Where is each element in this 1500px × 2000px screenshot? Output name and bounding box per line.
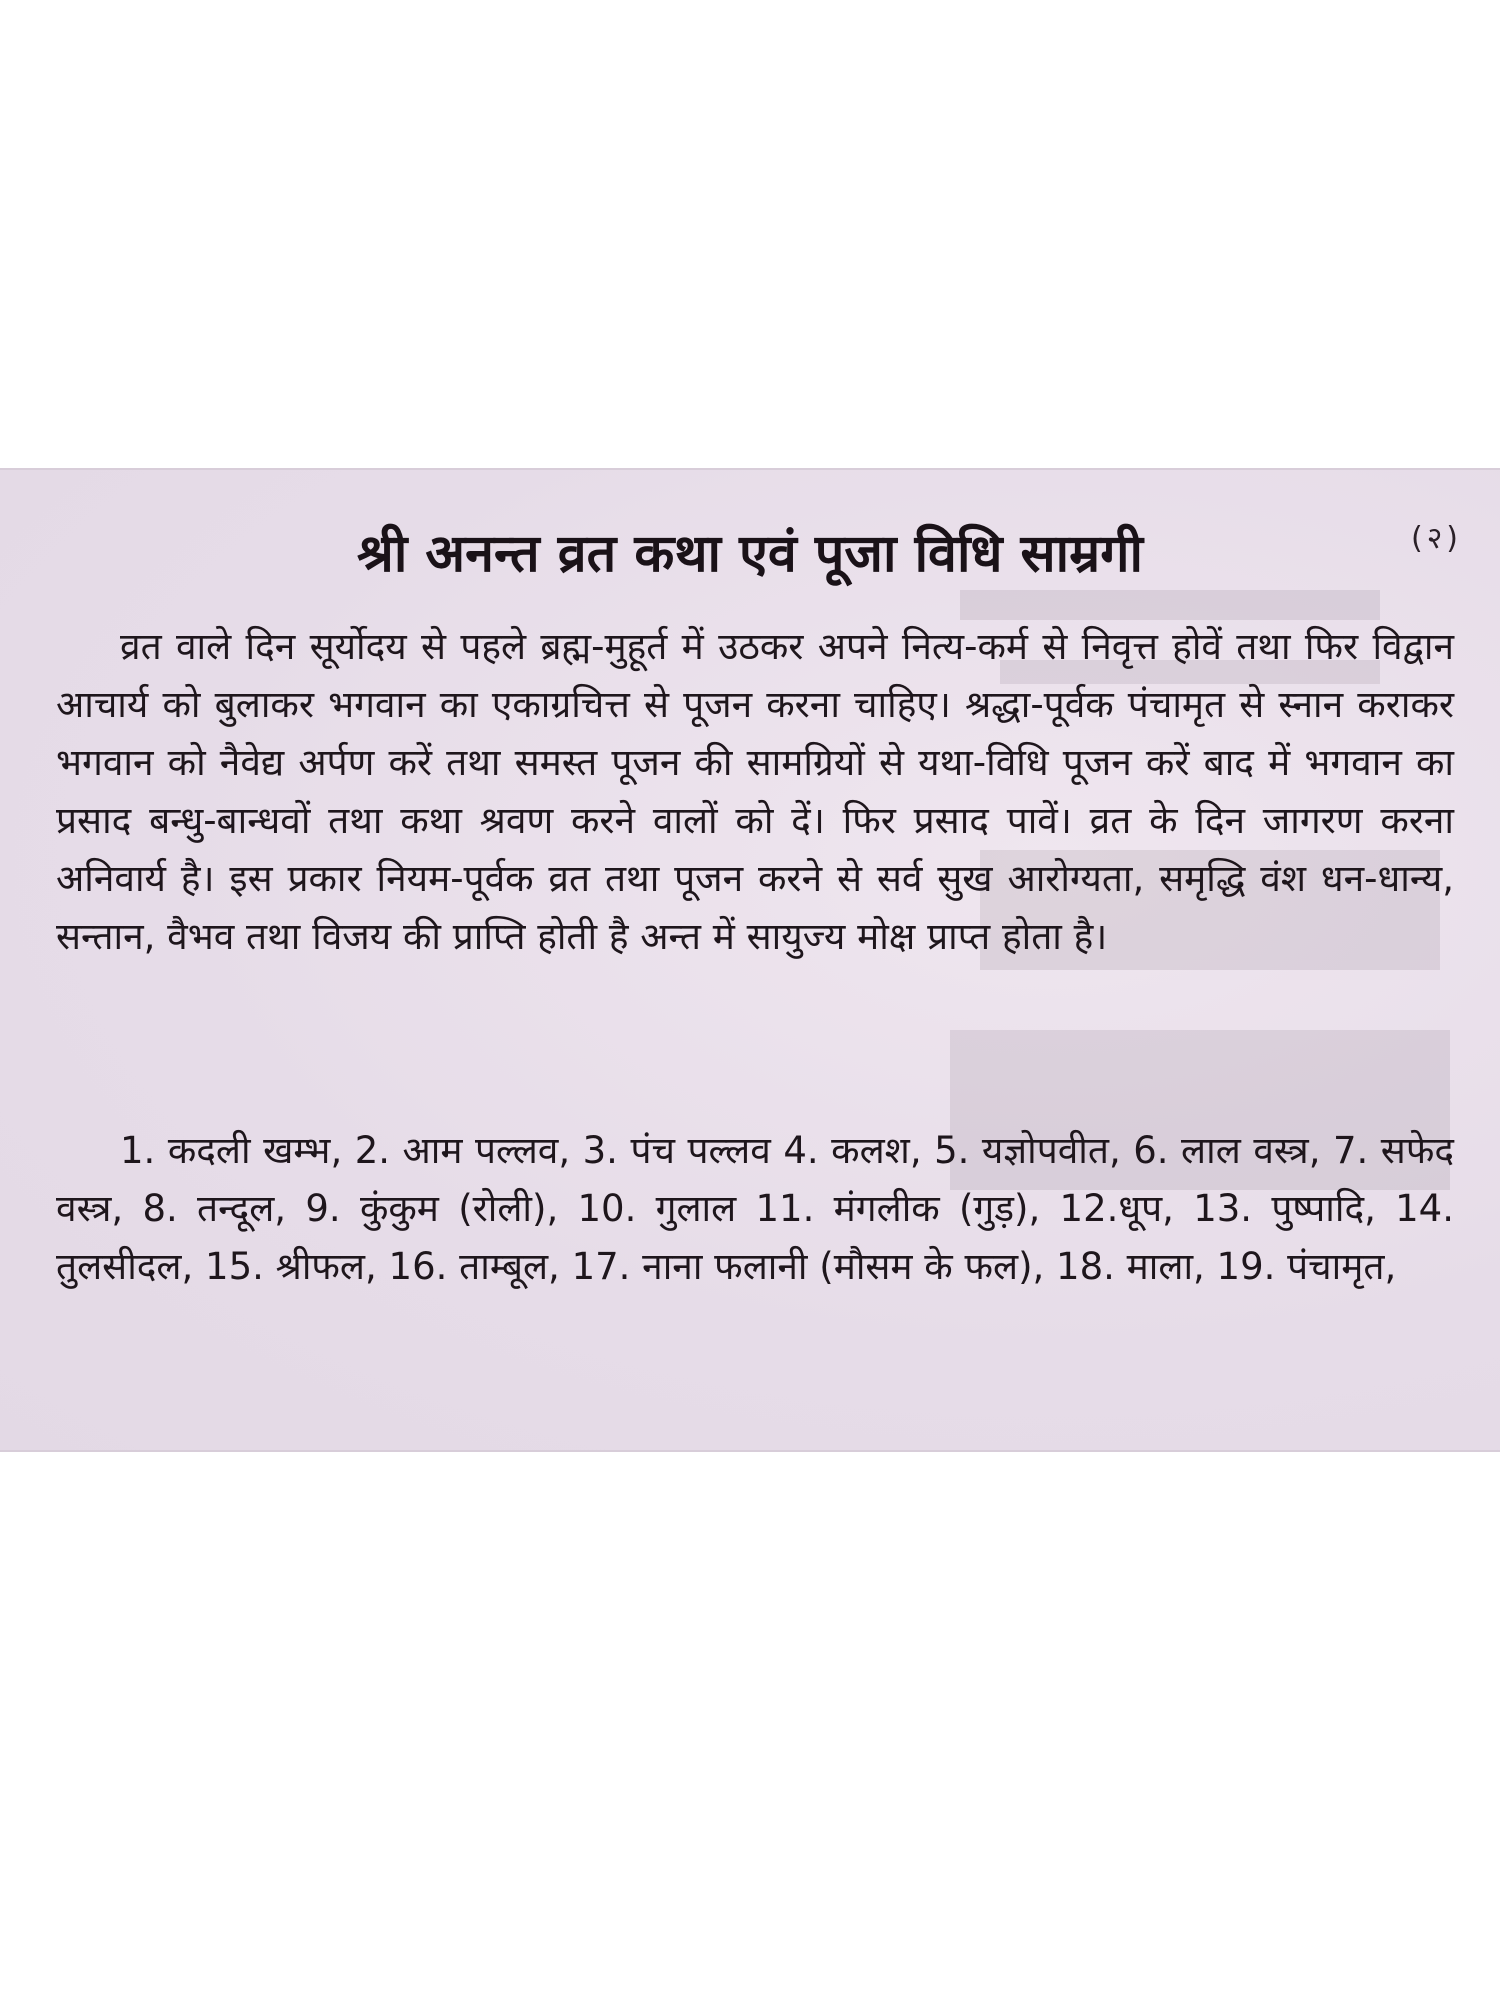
page-number: (२): [1410, 521, 1462, 556]
samagri-list: 1. कदली खम्भ, 2. आम पल्लव, 3. पंच पल्लव 4. कलश, 5. यज्ञोपवीत, 6. लाल वस्त्र, 7. सफेद वस्त्र, 8. तन्दूल, 9. कुंकुम (रोली), 10. गुलाल 11. मंगलीक (गुड़), 12.धूप, 13. पुष्पादि, 14. तुलसीदल, 15. श्रीफल, 16. ताम्बूल, 17. नाना फलानी (मौसम के फल), 18. माला, 19. पंचामृत,: [56, 1129, 1454, 1288]
page-title: श्री अनन्त व्रत कथा एवं पूजा विधि साम्रगी: [357, 524, 1143, 584]
instruction-paragraph: व्रत वाले दिन सूर्योदय से पहले ब्रह्म-मुहूर्त में उठकर अपने नित्य-कर्म से निवृत्त होवें तथा फिर विद्वान आचार्य को बुलाकर भगवान का एकाग्रचित्त से पूजन करना चाहिए। श्रद्धा-पूर्वक पंचामृत से स्नान कराकर भगवान को नैवेद्य अर्पण करें तथा समस्त पूजन की सामग्रियों से यथा-विधि पूजन करें बाद में भगवान का प्रसाद बन्धु-बान्धवों तथा कथा श्रवण करने वालों को दें। फिर प्रसाद पावें। व्रत के दिन जागरण करना अनिवार्य है। इस प्रकार नियम-पूर्वक व्रत तथा पूजन करने से सर्व सुख आरोग्यता, समृद्धि वंश धन-धान्य, सन्तान, वैभव तथा विजय की प्राप्ति होती है अन्त में सायुज्य मोक्ष प्राप्त होता है।: [56, 625, 1454, 958]
scanned-page: [0, 468, 1500, 1452]
